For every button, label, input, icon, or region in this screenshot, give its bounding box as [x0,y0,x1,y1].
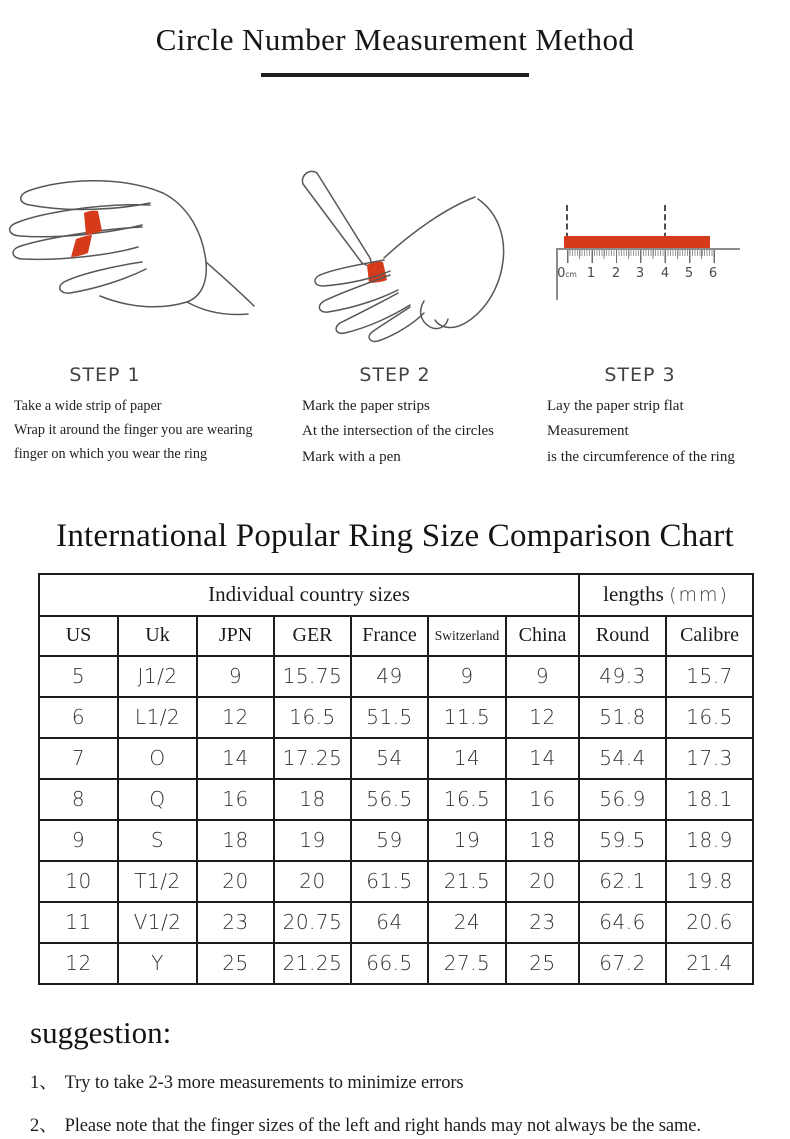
size-cell: 20 [197,861,274,902]
size-cell: 7 [39,738,118,779]
column-header-jpn: JPN [197,616,274,656]
palm-outline [100,296,187,307]
size-row [39,697,753,738]
step-3-line: is the circumference of the ring [547,448,735,465]
size-chart-title: International Popular Ring Size Comparison Chart [56,517,734,554]
column-header-france: France [351,616,428,656]
size-cell: 24 [428,902,506,943]
wrist-line [187,302,248,315]
size-cell: 56.9 [579,779,666,820]
page-title: Circle Number Measurement Method [155,22,635,57]
size-cell: 21.5 [428,861,506,902]
size-cell: 10 [39,861,118,902]
size-cell: 19 [274,820,351,861]
size-row [39,943,753,984]
column-header-uk: Uk [118,616,197,656]
size-cell: 16.5 [428,779,506,820]
size-cell: 12 [197,697,274,738]
size-row [39,656,753,697]
suggestion-item-text: Please note that the finger sizes of the left and right hands may not always be the same. [64,1115,701,1136]
size-cell: 18.9 [666,820,753,861]
size-cell: 25 [197,943,274,984]
hand-back-outline [163,193,206,302]
size-row [39,902,753,943]
step-2-line: Mark with a pen [302,448,401,465]
suggestion-item [30,1068,790,1094]
hand-top-outline [384,197,475,258]
ruler-illustration [540,170,790,340]
suggestion-item-number: 2、 [30,1115,58,1136]
group-header-country-sizes: Individual country sizes [39,574,579,616]
step-1-line: Wrap it around the finger you are wearing [14,422,253,439]
ruler-number-3: 3 [635,266,645,281]
ring-size-table-body [39,656,753,984]
paper-strip-on-ruler [564,236,710,248]
column-header-ger: GER [274,616,351,656]
lengths-unit: (mm) [669,584,729,607]
size-cell: 15.75 [274,656,351,697]
group-header-row [39,574,753,616]
size-cell: 16 [506,779,579,820]
size-cell: 16.5 [666,697,753,738]
wrist-line [206,262,254,306]
size-row [39,861,753,902]
step-2-description [270,396,540,468]
step-2-illustration [270,115,540,360]
ruler-number-5: 5 [684,266,694,281]
size-cell: 14 [506,738,579,779]
size-cell: 6 [39,697,118,738]
step-3 [540,115,790,472]
size-cell: 17.3 [666,738,753,779]
step-1-line: finger on which you wear the ring [14,446,208,463]
ruler-cm-ticks [567,250,715,263]
group-header-lengths [579,574,753,616]
size-cell: 5 [39,656,118,697]
thumb-outline [60,262,146,293]
size-cell: 20 [274,861,351,902]
pen [302,171,373,268]
step-3-label: STEP 3 [604,364,676,386]
step-1-line: Take a wide strip of paper [14,398,162,414]
size-cell: 9 [39,820,118,861]
size-cell: 27.5 [428,943,506,984]
suggestion-item-text: Try to take 2-3 more measurements to minimize errors [64,1072,464,1093]
paper-strip-end [71,235,92,257]
step-1-label: STEP 1 [69,364,141,386]
size-cell: 18 [197,820,274,861]
size-cell: 12 [506,697,579,738]
size-cell: 9 [197,656,274,697]
finger-outline [336,293,410,333]
size-cell: 54.4 [579,738,666,779]
size-cell: 67.2 [579,943,666,984]
size-cell: 54 [351,738,428,779]
size-row [39,820,753,861]
ruler-ticks [567,250,715,264]
size-cell: 51.8 [579,697,666,738]
hand-side-outline [435,199,504,328]
suggestion-item [30,1111,790,1137]
column-header-round: Round [579,616,666,656]
ruler-digit: 0 [557,266,566,281]
size-cell: T1/2 [118,861,197,902]
size-cell: 49 [351,656,428,697]
size-cell: 17.25 [274,738,351,779]
step-3-line: Lay the paper strip flat [547,398,684,414]
step-3-illustration [540,115,790,360]
ring-size-table [38,573,754,985]
size-cell: 8 [39,779,118,820]
size-cell: 18.1 [666,779,753,820]
size-cell: 20.6 [666,902,753,943]
size-cell: 9 [428,656,506,697]
size-row [39,738,753,779]
step-1 [0,115,270,472]
step-3-description [540,396,790,468]
step-3-line: Measurement [547,423,629,440]
size-cell: 64.6 [579,902,666,943]
column-header-china: China [506,616,579,656]
title-underline [261,73,529,77]
size-cell: J1/2 [118,656,197,697]
size-cell: 23 [506,902,579,943]
size-cell: 59 [351,820,428,861]
size-cell: 12 [39,943,118,984]
size-cell: 15.7 [666,656,753,697]
size-cell: 14 [428,738,506,779]
size-cell: 14 [197,738,274,779]
size-cell: 19 [428,820,506,861]
size-cell: 11 [39,902,118,943]
size-cell: 18 [506,820,579,861]
size-chart-section [0,518,790,985]
suggestion-heading: suggestion: [30,1014,172,1050]
size-cell: 51.5 [351,697,428,738]
size-cell: 16.5 [274,697,351,738]
size-cell: 23 [197,902,274,943]
size-cell: 18 [274,779,351,820]
step-2-label: STEP 2 [359,364,431,386]
measurement-steps [0,115,790,472]
size-cell: Q [118,779,197,820]
size-cell: 49.3 [579,656,666,697]
size-cell: Y [118,943,197,984]
ruler-number-1: 1 [586,266,596,281]
size-cell: 19.8 [666,861,753,902]
size-cell: 62.1 [579,861,666,902]
size-cell: 20.75 [274,902,351,943]
size-cell: 61.5 [351,861,428,902]
thumb-outline [421,301,448,329]
ruler-number-6: 6 [708,266,718,281]
ruler-number-0 [555,266,579,281]
column-header-row [39,616,753,656]
step-1-description [0,396,270,464]
step-2 [270,115,540,472]
paper-strip [84,211,102,235]
size-cell: 56.5 [351,779,428,820]
ruler-number-2: 2 [611,266,621,281]
step-2-line: Mark the paper strips [302,398,430,414]
suggestion-item-number: 1、 [30,1072,58,1093]
size-cell: 21.25 [274,943,351,984]
step-1-illustration [0,115,270,360]
size-cell: V1/2 [118,902,197,943]
size-cell: 16 [197,779,274,820]
size-cell: 20 [506,861,579,902]
hand-with-paper-strip-illustration [0,170,270,370]
size-cell: 64 [351,902,428,943]
size-cell: 25 [506,943,579,984]
suggestion-section [30,1015,790,1137]
size-cell: 59.5 [579,820,666,861]
size-cell: 66.5 [351,943,428,984]
size-cell: 11.5 [428,697,506,738]
lengths-label: lengths [603,582,664,607]
size-cell: 21.4 [666,943,753,984]
hand-marking-with-pen-illustration [270,170,540,370]
column-header-us: US [39,616,118,656]
column-header-switzerland: Switzerland [428,616,506,656]
ruler-number-4: 4 [660,266,670,281]
size-cell: 9 [506,656,579,697]
size-cell: O [118,738,197,779]
column-header-calibre: Calibre [666,616,753,656]
size-cell: S [118,820,197,861]
header [0,0,790,77]
step-2-line: At the intersection of the circles [302,423,495,440]
size-cell: L1/2 [118,697,197,738]
ruler-unit: cm [565,270,577,279]
size-row [39,779,753,820]
